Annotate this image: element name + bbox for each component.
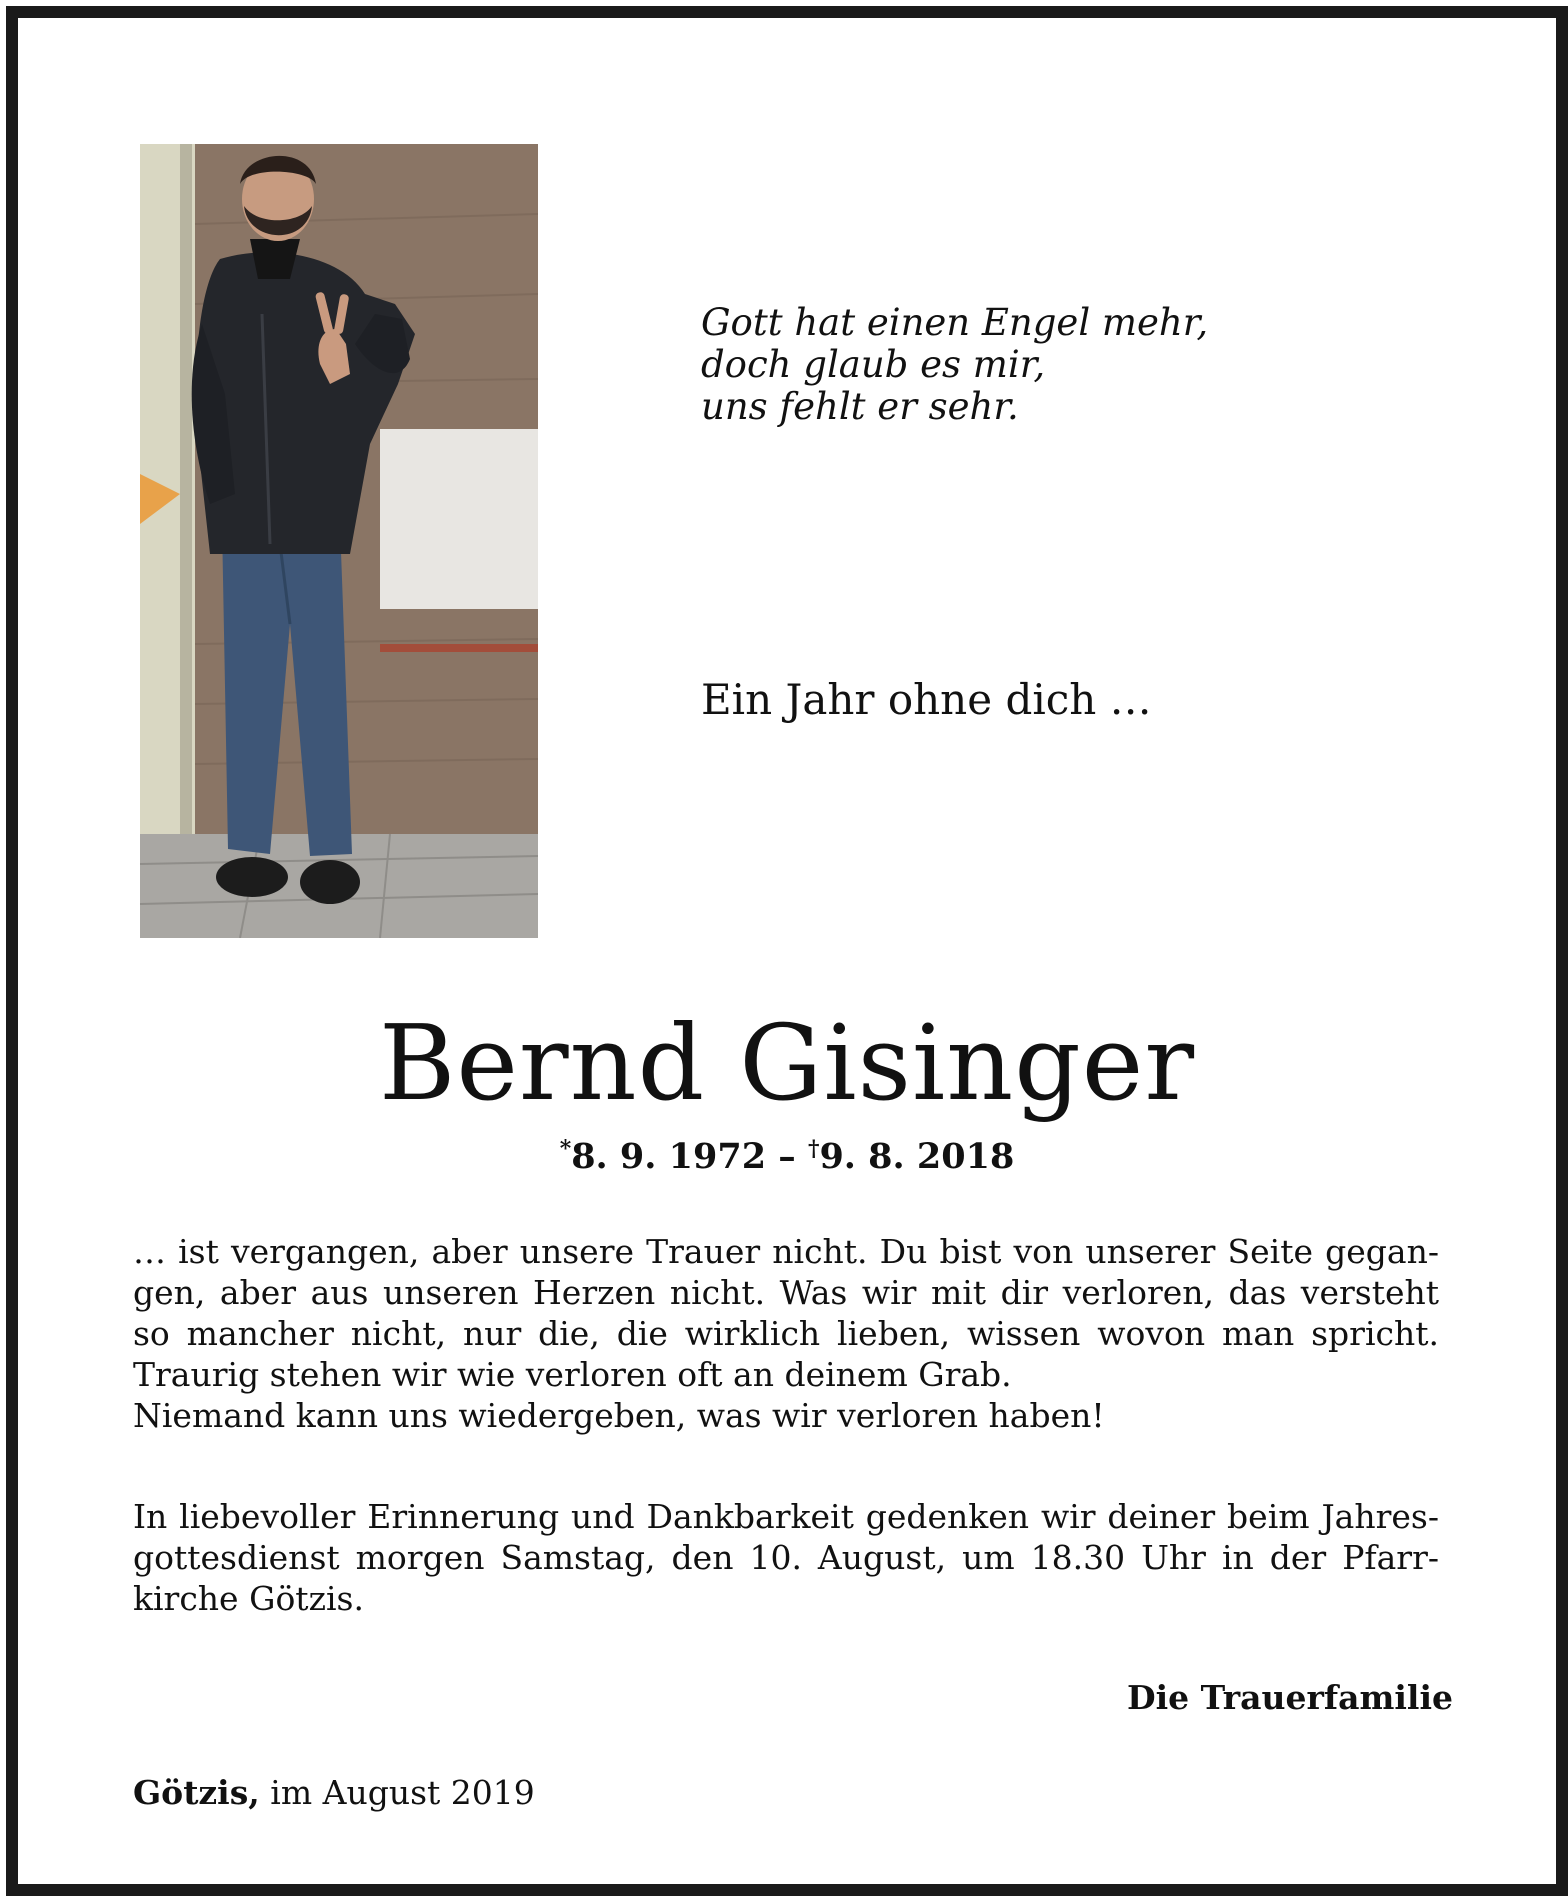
place-date [133,1773,535,1812]
portrait-photo [140,144,538,938]
quote-line: uns fehlt er sehr. [701,385,1019,428]
quote-line: Gott hat einen Engel mehr, [701,301,1209,344]
paragraph-line: In liebevoller Erinnerung und Dankbarkeit gedenken wir deiner beim Jahres- [133,1497,1439,1536]
memorial-paragraph-1 [133,1231,1439,1436]
paragraph-line: gen, aber aus unseren Herzen nicht. Was wir mit dir verloren, das versteht [133,1273,1439,1312]
paragraph-line: Traurig stehen wir wie verloren oft an deinem Grab. [133,1355,1012,1394]
birth-symbol: * [559,1136,572,1162]
paragraph-line: … ist vergangen, aber unsere Trauer nicht. Du bist von unserer Seite gegan- [133,1232,1439,1271]
death-symbol: † [807,1136,820,1162]
quote-line: doch glaub es mir, [701,343,1046,386]
deceased-name: Bernd Gisinger [378,1002,1196,1124]
subtitle: Ein Jahr ohne dich … [701,675,1152,724]
paragraph-line: kirche Götzis. [133,1579,364,1618]
date-separator: – [766,1136,808,1177]
place-month: im August 2019 [259,1773,535,1812]
memorial-quote [701,302,1208,428]
signature: Die Trauerfamilie [1126,1678,1453,1717]
life-dates [18,1136,1556,1177]
place-town: Götzis, [133,1773,260,1812]
memorial-paragraph-2 [133,1496,1439,1619]
paragraph-line: so mancher nicht, nur die, die wirklich lieben, wissen wovon man spricht. [133,1314,1439,1353]
paragraph-line: Niemand kann uns wiedergeben, was wir verloren haben! [133,1396,1105,1435]
notice-frame [6,6,1568,1896]
paragraph-line: gottesdienst morgen Samstag, den 10. August, um 18.30 Uhr in der Pfarr- [133,1538,1439,1577]
portrait-image [140,144,538,938]
birth-date: 8. 9. 1972 [571,1136,767,1177]
death-date: 9. 8. 2018 [819,1136,1015,1177]
